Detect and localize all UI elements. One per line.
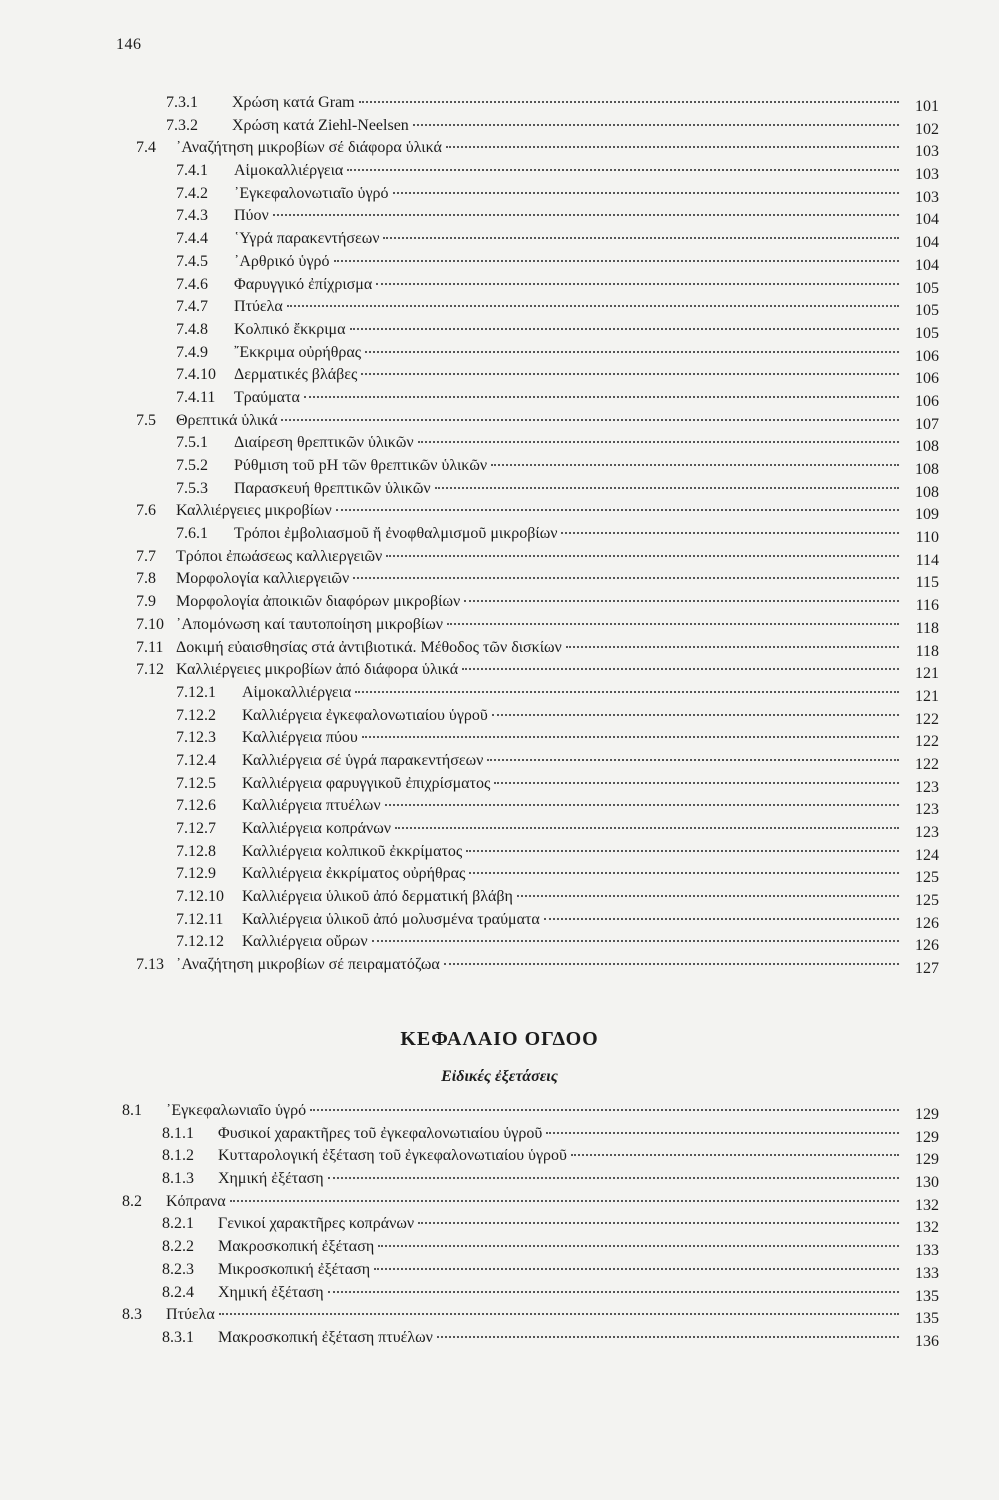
toc-entry-number: 7.12.8: [176, 842, 216, 860]
toc-entry-number: 7.11: [136, 638, 164, 656]
toc-entry-number: 7.12: [136, 661, 164, 679]
toc-entry-number: 7.3.2: [166, 116, 198, 134]
toc-entry: [0, 1145, 999, 1168]
toc-entry-number: 7.12.5: [176, 774, 216, 792]
toc-entry: [0, 296, 999, 319]
toc-entry-title: Μακροσκοπική ἐξέταση: [218, 1238, 375, 1256]
dot-leader: [365, 351, 899, 353]
toc-entry-title: Καλλιέργεια πτυέλων: [242, 797, 381, 815]
toc-entry-number: 7.12.9: [176, 865, 216, 883]
toc-entry: [0, 364, 999, 387]
toc-entry-number: 8.1.3: [162, 1170, 194, 1188]
dot-leader: [328, 1291, 899, 1293]
toc-entry-number: 7.12.7: [176, 820, 216, 837]
toc-entry: [0, 614, 999, 637]
toc-entry-title: Καλλιέργεια ἐγκεφαλονωτιαίου ὑγροῦ: [242, 706, 488, 724]
toc-entry: [0, 455, 999, 478]
dot-leader: [446, 146, 899, 148]
toc-entry-number: 8.2.3: [162, 1260, 194, 1278]
toc-entry-number: 7.5.2: [176, 457, 208, 474]
toc-entry-title: Φαρυγγικό ἐπίχρισμα: [234, 275, 373, 293]
toc-entry-page: 129: [915, 1106, 939, 1123]
toc-entry-page: 106: [915, 392, 939, 410]
toc-entry-page: 114: [915, 551, 939, 569]
dot-leader: [334, 260, 899, 262]
toc-entry-number: 7.13: [136, 956, 164, 974]
toc-entry-page: 108: [915, 438, 939, 456]
toc-entry-title: Χρώση κατά Gram: [232, 94, 355, 111]
toc-entry: [0, 92, 999, 115]
toc-entry-title: Καλλιέργειες μικροβίων ἀπό διάφορα ὑλικά: [176, 661, 459, 679]
toc-entry-title: Καλλιέργεια ὑλικοῦ ἀπό μολυσμένα τραύματα: [242, 910, 540, 928]
toc-entry-page: 107: [915, 415, 939, 433]
toc-entry-page: 121: [915, 687, 939, 705]
toc-entry-page: 132: [915, 1219, 939, 1237]
toc-entry-page: 102: [915, 120, 939, 138]
toc-entry-page: 104: [915, 256, 939, 274]
dot-leader: [491, 464, 899, 466]
toc-entry-number: 7.12.1: [176, 683, 216, 701]
toc-entry-page: 104: [915, 234, 939, 252]
toc-entry-number: 7.4.2: [176, 184, 208, 202]
toc-entry-number: 7.4.7: [176, 298, 208, 316]
toc-entry-page: 126: [915, 937, 939, 955]
toc-entry-title: Δερματικές βλάβες: [234, 366, 358, 384]
toc-entry-page: 122: [915, 755, 939, 773]
dot-leader: [383, 237, 899, 239]
toc-entry-title: ᾿Αναζήτηση μικροβίων σέ πειραματόζωα: [176, 956, 440, 974]
dot-leader: [287, 305, 899, 307]
table-of-contents-chapter-7: [0, 92, 999, 977]
toc-entry-number: 7.5.3: [176, 479, 208, 497]
toc-entry: [0, 1123, 999, 1146]
chapter-heading: ΚΕΦΑΛΑΙΟ ΟΓΔΟΟ: [400, 1028, 599, 1050]
toc-entry-number: 7.10: [136, 615, 164, 633]
dot-leader: [544, 918, 899, 920]
toc-entry: [0, 478, 999, 501]
chapter-subtitle: Εἰδικές ἐξετάσεις: [441, 1068, 558, 1085]
dot-leader: [566, 646, 899, 648]
toc-entry-page: 129: [915, 1128, 939, 1146]
dot-leader: [362, 736, 899, 738]
dot-leader: [469, 872, 899, 874]
toc-entry: [0, 342, 999, 365]
toc-entry-page: 122: [915, 710, 939, 728]
dot-leader: [517, 895, 899, 897]
toc-entry-title: Χρώση κατά Ziehl-Neelsen: [232, 116, 409, 134]
dot-leader: [372, 940, 899, 942]
toc-entry-title: Πύον: [234, 207, 269, 225]
toc-entry: [0, 931, 999, 954]
toc-entry-page: 122: [915, 733, 939, 751]
toc-entry-number: 7.12.11: [176, 910, 224, 928]
toc-entry: [0, 1327, 999, 1350]
dot-leader: [219, 1313, 899, 1315]
toc-entry-title: Αἱμοκαλλιέργεια: [242, 683, 352, 701]
toc-entry: [0, 886, 999, 909]
dot-leader: [378, 1245, 899, 1247]
toc-entry-page: 123: [915, 801, 939, 819]
toc-entry-title: Καλλιέργεια κοπράνων: [242, 820, 392, 837]
dot-leader: [418, 441, 899, 443]
toc-entry-number: 7.4.3: [176, 207, 208, 225]
toc-entry-title: Τραύματα: [234, 388, 300, 406]
dot-leader: [435, 487, 899, 489]
dot-leader: [353, 577, 899, 579]
toc-entry-title: Διαίρεση θρεπτικῶν ὑλικῶν: [234, 434, 414, 452]
dot-leader: [304, 396, 899, 398]
toc-entry-number: 7.8: [136, 570, 156, 588]
toc-entry-number: 7.5.1: [176, 434, 208, 452]
toc-entry-page: 104: [915, 211, 939, 229]
dot-leader: [347, 169, 899, 171]
toc-entry-title: Καλλιέργεια ὑλικοῦ ἀπό δερματική βλάβη: [242, 888, 513, 906]
toc-entry-page: 123: [915, 778, 939, 796]
toc-entry-page: 108: [915, 461, 939, 478]
toc-entry-page: 106: [915, 370, 939, 388]
toc-entry-title: ῾Υγρά παρακεντήσεων: [234, 230, 380, 248]
toc-entry: [0, 115, 999, 138]
page-number: 146: [116, 36, 142, 53]
toc-entry-page: 133: [915, 1264, 939, 1282]
dot-leader: [395, 827, 899, 829]
toc-entry-number: 7.4.8: [176, 320, 208, 338]
toc-entry: [0, 659, 999, 682]
toc-entry-number: 7.9: [136, 593, 156, 611]
toc-entry-page: 132: [915, 1196, 939, 1214]
toc-entry-page: 121: [915, 665, 939, 683]
toc-entry-number: 7.6: [136, 502, 156, 520]
toc-entry-title: Δοκιμή εὐαισθησίας στά ἀντιβιοτικά. Μέθοδος τῶν δισκίων: [176, 638, 562, 656]
toc-entry-title: ᾿Αρθρικό ὑγρό: [234, 252, 330, 270]
toc-entry-title: Ρύθμιση τοῦ pH τῶν θρεπτικῶν ὑλικῶν: [234, 457, 488, 474]
toc-entry: [0, 319, 999, 342]
dot-leader: [386, 555, 899, 557]
toc-entry-number: 7.12.2: [176, 706, 216, 724]
toc-entry-page: 130: [915, 1174, 939, 1192]
dot-leader: [310, 1109, 899, 1111]
toc-entry: [0, 773, 999, 796]
toc-entry-page: 116: [915, 597, 939, 615]
toc-entry-title: Αἱμοκαλλιέργεια: [234, 162, 344, 180]
toc-entry-number: 7.3.1: [166, 94, 198, 111]
toc-entry-page: 127: [915, 960, 939, 978]
toc-entry: [0, 228, 999, 251]
toc-entry-title: ᾿Εγκεφαλονωτιαῖο ὑγρό: [234, 184, 389, 202]
toc-entry-number: 7.4.1: [176, 162, 208, 180]
toc-entry: [0, 841, 999, 864]
dot-leader: [385, 804, 899, 806]
toc-entry: [0, 954, 999, 977]
toc-entry-title: ῎Εκκριμα οὐρήθρας: [234, 343, 362, 361]
toc-entry-title: Μικροσκοπική ἐξέταση: [218, 1260, 371, 1278]
toc-entry-number: 7.6.1: [176, 525, 208, 543]
dot-leader: [464, 600, 899, 602]
toc-entry-page: 118: [915, 619, 939, 637]
toc-entry-page: 110: [915, 529, 939, 547]
toc-entry: [0, 387, 999, 410]
toc-entry-page: 105: [915, 324, 939, 342]
dot-leader: [376, 283, 899, 285]
toc-entry-title: Πτύελα: [166, 1306, 215, 1324]
toc-entry: [0, 183, 999, 206]
toc-entry-page: 118: [915, 642, 939, 660]
toc-entry-page: 135: [915, 1310, 939, 1328]
toc-entry-title: Φυσικοί χαρακτῆρες τοῦ ἐγκεφαλονωτιαίου ὑγροῦ: [218, 1124, 543, 1142]
dot-leader: [466, 850, 899, 852]
toc-entry: [0, 137, 999, 160]
toc-entry-page: 124: [915, 846, 939, 864]
toc-entry: [0, 546, 999, 569]
toc-entry-title: Τρόποι ἐπωάσεως καλλιεργειῶν: [176, 547, 383, 565]
toc-entry: [0, 1259, 999, 1282]
toc-entry: [0, 795, 999, 818]
toc-entry: [0, 727, 999, 750]
toc-entry-page: 125: [915, 892, 939, 910]
toc-entry-title: Καλλιέργεια πύου: [242, 729, 358, 747]
toc-entry-title: Μακροσκοπική ἐξέταση πτυέλων: [218, 1328, 433, 1346]
toc-entry: [0, 750, 999, 773]
toc-entry: [0, 410, 999, 433]
toc-entry-title: Καλλιέργεια κολπικοῦ ἐκκρίματος: [242, 842, 463, 860]
dot-leader: [413, 124, 899, 126]
toc-entry-title: Καλλιέργεια ἐκκρίματος οὐρήθρας: [242, 865, 466, 883]
toc-entry-number: 7.4.10: [176, 366, 216, 384]
dot-leader: [359, 101, 899, 103]
toc-entry-title: Καλλιέργεια σέ ὑγρά παρακεντήσεων: [242, 751, 484, 769]
toc-entry-number: 7.4: [136, 139, 156, 157]
toc-entry-number: 7.12.6: [176, 797, 216, 815]
toc-entry: [0, 1191, 999, 1214]
toc-entry: [0, 1236, 999, 1259]
toc-entry-number: 7.4.9: [176, 343, 208, 361]
toc-entry-title: Παρασκευή θρεπτικῶν ὑλικῶν: [234, 479, 431, 497]
toc-entry: [0, 1213, 999, 1236]
toc-entry: [0, 909, 999, 932]
dot-leader: [281, 419, 899, 421]
toc-entry: [0, 205, 999, 228]
toc-entry-page: 103: [915, 188, 939, 206]
toc-entry-page: 109: [915, 506, 939, 524]
toc-entry-number: 7.12.4: [176, 751, 216, 769]
toc-entry-number: 8.1.2: [162, 1147, 194, 1165]
dot-leader: [393, 192, 900, 194]
toc-entry-title: Θρεπτικά ὑλικά: [176, 411, 278, 429]
toc-entry-title: ᾿Εγκεφαλωνιαῖο ὑγρό: [166, 1102, 307, 1119]
dot-leader: [447, 623, 899, 625]
toc-entry-title: Κολπικό ἔκκριμα: [234, 320, 346, 338]
toc-entry-title: Πτύελα: [234, 298, 283, 316]
toc-entry: [0, 160, 999, 183]
dot-leader: [418, 1222, 899, 1224]
toc-entry: [0, 818, 999, 841]
toc-entry-page: 105: [915, 279, 939, 297]
toc-entry-page: 106: [915, 347, 939, 365]
toc-entry-number: 7.4.4: [176, 230, 208, 248]
toc-entry-number: 8.2.2: [162, 1238, 194, 1256]
dot-leader: [328, 1177, 899, 1179]
table-of-contents-chapter-8: [0, 1100, 999, 1350]
toc-entry: [0, 274, 999, 297]
toc-entry: [0, 500, 999, 523]
toc-entry-title: Καλλιέργεια φαρυγγικοῦ ἐπιχρίσματος: [242, 774, 491, 792]
toc-entry-number: 7.7: [136, 547, 156, 565]
toc-entry-page: 136: [915, 1332, 939, 1350]
toc-entry-number: 8.2.4: [162, 1283, 194, 1301]
dot-leader: [487, 759, 899, 761]
dot-leader: [336, 509, 899, 511]
dot-leader: [561, 532, 899, 534]
toc-entry-number: 8.2: [122, 1192, 142, 1210]
toc-entry-page: 133: [915, 1242, 939, 1260]
toc-entry: [0, 863, 999, 886]
dot-leader: [273, 214, 899, 216]
toc-entry-title: Καλλιέργεια οὔρων: [242, 933, 368, 951]
toc-entry-page: 135: [915, 1287, 939, 1305]
toc-entry-title: Κόπρανα: [166, 1192, 226, 1210]
toc-entry-number: 8.3: [122, 1306, 142, 1324]
toc-entry-page: 123: [915, 824, 939, 841]
toc-entry: [0, 568, 999, 591]
dot-leader: [571, 1154, 899, 1156]
toc-entry: [0, 523, 999, 546]
toc-entry-page: 103: [915, 143, 939, 161]
dot-leader: [437, 1336, 899, 1338]
toc-entry-number: 7.12.12: [176, 933, 224, 951]
toc-entry: [0, 591, 999, 614]
dot-leader: [355, 691, 899, 693]
toc-entry-title: Χημική ἐξέταση: [218, 1283, 324, 1301]
dot-leader: [444, 963, 899, 965]
toc-entry: [0, 432, 999, 455]
toc-entry-title: Κυτταρολογική ἐξέταση τοῦ ἐγκεφαλονωτιαίου ὑγροῦ: [218, 1147, 567, 1165]
toc-entry-number: 7.12.3: [176, 729, 216, 747]
dot-leader: [230, 1200, 899, 1202]
toc-entry: [0, 705, 999, 728]
toc-entry-title: Καλλιέργειες μικροβίων: [176, 502, 332, 520]
toc-entry: [0, 682, 999, 705]
toc-entry: [0, 1304, 999, 1327]
toc-entry-page: 103: [915, 166, 939, 184]
toc-entry-page: 129: [915, 1151, 939, 1169]
toc-entry-number: 7.4.6: [176, 275, 208, 293]
dot-leader: [361, 373, 899, 375]
toc-entry: [0, 637, 999, 660]
toc-entry-number: 7.5: [136, 411, 156, 429]
toc-entry-title: Χημική ἐξέταση: [218, 1170, 324, 1188]
dot-leader: [462, 668, 899, 670]
dot-leader: [492, 714, 899, 716]
toc-entry-page: 126: [915, 914, 939, 932]
dot-leader: [546, 1132, 899, 1134]
toc-entry-number: 8.3.1: [162, 1328, 194, 1346]
toc-entry-page: 108: [915, 483, 939, 501]
toc-entry-title: ᾿Αναζήτηση μικροβίων σέ διάφορα ὑλικά: [176, 139, 442, 157]
toc-entry-title: Μορφολογία καλλιεργειῶν: [176, 570, 350, 588]
toc-entry-number: 7.4.11: [176, 388, 216, 406]
toc-entry: [0, 1100, 999, 1123]
toc-entry: [0, 1168, 999, 1191]
toc-entry-number: 8.1.1: [162, 1124, 194, 1142]
toc-entry-title: Γενικοί χαρακτῆρες κοπράνων: [218, 1215, 415, 1233]
toc-entry-title: Μορφολογία ἀποικιῶν διαφόρων μικροβίων: [176, 593, 461, 611]
toc-entry-page: 101: [915, 98, 939, 115]
toc-entry-title: ᾿Απομόνωση καί ταυτοποίηση μικροβίων: [176, 615, 443, 633]
toc-entry: [0, 251, 999, 274]
toc-entry-number: 8.2.1: [162, 1215, 194, 1233]
toc-entry-page: 105: [915, 302, 939, 320]
toc-entry-number: 7.12.10: [176, 888, 224, 906]
toc-entry-page: 115: [915, 574, 939, 592]
toc-entry-number: 7.4.5: [176, 252, 208, 270]
dot-leader: [374, 1268, 899, 1270]
toc-entry-page: 125: [915, 869, 939, 887]
dot-leader: [350, 328, 900, 330]
dot-leader: [494, 782, 899, 784]
toc-entry: [0, 1282, 999, 1305]
toc-entry-number: 8.1: [122, 1102, 142, 1119]
toc-entry-title: Τρόποι ἐμβολιασμοῦ ἤ ἐνοφθαλμισμοῦ μικροβίων: [234, 525, 558, 543]
